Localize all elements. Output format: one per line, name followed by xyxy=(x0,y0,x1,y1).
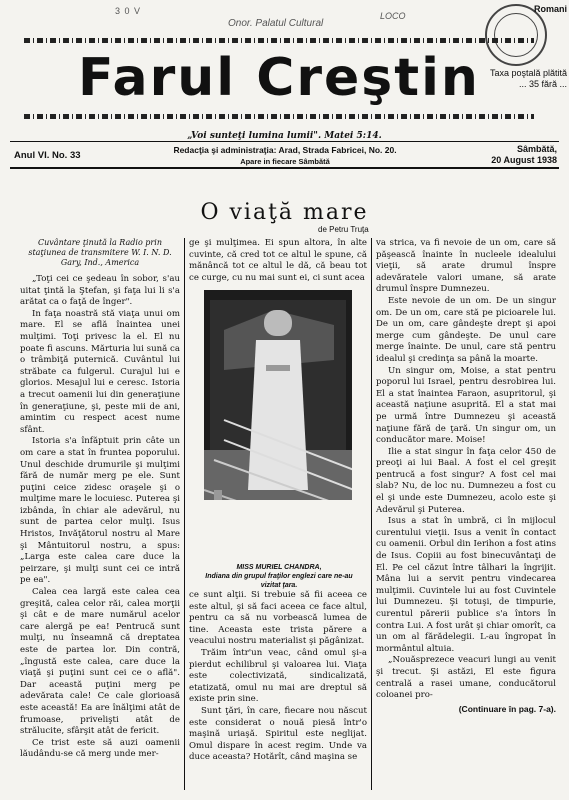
caption-name: MISS MURIEL CHANDRA, xyxy=(236,564,322,571)
column-divider xyxy=(371,238,372,790)
paragraph: Istoria s'a înfăptuit prin câte un om care a stat în fruntea poporului. Unul deschide drumurile şi mulţimi fără de număr merg pe ele. Sunt puţini ceice zidesc oraşele şi o mulţime mare le locuiesc. Puterea şi izbânda, în chiar ale adevărul, nu sunt de partea celor mulţi. Isus Hristos, Invăţătorul nostru al Mare şi Mântuitorul nostru, a spus: „Larga este calea care duce la peirzare, şi mulţi sunt cei ce intră pe ea". xyxy=(20,436,180,586)
rule-bottom xyxy=(10,167,559,169)
paragraph: In faţa noastră stă viaţa unui om mare. El se află înaintea unei mulţimi. Toţi privesc la el. El nu poate fi ascuns. Mărturia lui sună ca o trâmbiţă puternică. Cuvântul lui străbate ca fulgerul. Curajul lui e glorios. Mesajul lui e ceresc. Istoria a trecut oamenii lui din generaţiune în generaţiune, şi, peste mii de ani, amintim cu respect acest nume sfânt. xyxy=(20,308,180,435)
column-2-top xyxy=(189,238,367,284)
masthead-title: Farul Creştin xyxy=(78,48,480,108)
editorial-address: Redacţia şi administraţia: Arad, Strada Fabricei, No. 20. xyxy=(173,145,397,155)
library-stamp: Onor. Palatul Cultural xyxy=(228,18,324,29)
portrait-photo xyxy=(204,290,352,500)
broadcast-note: Cuvântare ţinută la Radio prin staţiunea de transmitere W. I. N. D. Gary, Ind., America xyxy=(28,238,172,267)
loco-stamp: LOCO xyxy=(380,11,406,21)
paragraph: Trăim într'un veac, când omul şi-a pierdut echilibrul şi valoarea lui. Viaţa este colectivizată, sindicalizată, etatizată, omul nu mai are dreptul să existe prin sine. xyxy=(189,647,367,705)
paragraph: Ilie a stat singur în faţa celor 450 de preoţi ai lui Baal. A fost el cel greşit pentrucă a fost singur? A fost cel mai slab? Nu, de loc nu. Dumnezeu a fost cu el şi unde este Dumnezeu, acolo este şi Adevărul şi Puterea. xyxy=(376,446,556,515)
column-2-bottom xyxy=(189,590,367,764)
corner-text: Romani xyxy=(533,4,567,14)
masthead-border-top xyxy=(24,38,534,43)
volume-number: Anul VI. No. 33 xyxy=(14,150,81,161)
column-1 xyxy=(20,238,180,761)
caption-description: Indiana din grupul fraţilor englezi care ne-au vizitat ţara. xyxy=(205,573,353,589)
masthead xyxy=(14,28,544,122)
paragraph: Isus a stat în umbră, ci în mijlocul curentului vieţii. Isus a venit în contact cu oamenii. Orbul din Ierihon a fost atins de Isus. Copiii au fost binecuvântaţi de El. Pe cel căzut între tâlhari la îngrijit. Mâna lui a servit pentru vindecarea mulţimii. Cuvintele lui au fost Cuvintele lui Dumnezeu. Şi totuşi, de timpurie, curentul părerii publice s'a întors în contra Lui. A fost urât şi chiar omorît, ca un om al fărădelegii. L-au îngropat în mormântul altuia. xyxy=(376,516,556,654)
article-title: O viaţă mare xyxy=(200,200,369,225)
editorial-info xyxy=(150,145,420,167)
portrait-photo-drawing xyxy=(204,290,352,500)
motto: „Voi sunteţi lumina lumii". Matei 5:14. xyxy=(187,131,382,141)
paragraph: Sunt ţări, în care, fiecare nou născut este considerat o nouă piesă într'o maşină uriaşă. Spiritul este neglijat. Omul dispare în acest regim. Unde va duce aceasta? Hotărît, când maşina se xyxy=(189,705,367,763)
column-divider xyxy=(184,238,185,790)
masthead-border-bottom xyxy=(24,114,534,119)
rule-top xyxy=(10,141,559,142)
publication-frequency: Apare in fiecare Sâmbătă xyxy=(240,157,330,166)
photo-caption xyxy=(196,563,362,590)
paragraph: „Toţi cei ce şedeau în sobor, s'au uitat ţintă la Ştefan, şi faţa lui li s'a arătat ca o faţă de înger". xyxy=(20,274,180,308)
postage-line-2: ... 35 fără ... xyxy=(518,79,567,89)
continued-note: (Continuare în pag. 7-a). xyxy=(458,703,556,714)
article-author: de Petru Truţa xyxy=(318,225,369,234)
paragraph: ce sunt alţii. Si trebuie să fii aceea ce este altul, şi să faci aceea ce face altul, pentru ca să nu vorbească lumea de tine. Aceasta este trista părere a veacului nostru materialist şi păgânizat. xyxy=(189,590,367,647)
paragraph: ge şi mulţimea. Ei spun altora, în alte cuvinte, că cred tot ce altul le spune, că mănâncă tot ce altul le dă, că beau tot ce curge, cu nu mai sunt ei, ci sunt acea xyxy=(189,238,367,283)
issue-day: Sâmbătă, xyxy=(516,144,557,154)
paragraph: va strica, va fi nevoie de un om, care să păşească înainte în nucleele idealului vieţii, să arate drumul înspre adevăratele valori umane, să arate drumul înspre Dumnezeu. xyxy=(376,238,556,295)
paragraph: Calea cea largă este calea cea greşită, calea celor răi, calea morţii şi cât e de mare numărul acelor care alergă pe ea! Pentrucă sunt mulţi, nu înseamnă că dreptatea este de partea lor. Din contră, „îngustă este calea, care duce la viaţă şi puţini sunt cei ce o află". Dar această puţini merg pe adevărata cale! Ce cale glorioasă este această! Ea are înălţimi atât de frumoase, privelişti atât de strălucite, sfârşit atât de fericit. xyxy=(20,587,180,737)
handwritten-mark: 3 0 V xyxy=(115,6,142,16)
paragraph: Este nevoie de un om. De un singur om. De un om, care stă pe picioarele lui. De un om, care gândeşte drept şi apoi merge cum gândeşte. De unul care merge înainte. De unul, care stă pentru idealul şi credinţa sa până la moarte. xyxy=(376,295,556,364)
paragraph: „Nouăsprezece veacuri lungi au venit şi trecut. Şi astăzi, El este figura centrală a rasei umane, conducătorul coloanei pro- xyxy=(376,655,556,701)
issue-date-value: 20 August 1938 xyxy=(491,155,557,165)
paragraph: Un singur om, Moise, a stat pentru poporul lui Israel, pentru desrobirea lui. El a stat înaintea Faraon, asupritorul, şi această naţiune asuprită. El a stat mai pe urmă între Dumnezeu şi această naţiune fără de ţară. Un singur om, un conducător mare. Moise! xyxy=(376,365,556,446)
paragraph: Ce trist este să auzi oamenii lăudându-se că merg unde mer- xyxy=(20,737,180,760)
column-3 xyxy=(376,238,556,715)
issue-date xyxy=(491,144,557,166)
postage-line-1: Taxa poştală plătită xyxy=(489,68,567,78)
